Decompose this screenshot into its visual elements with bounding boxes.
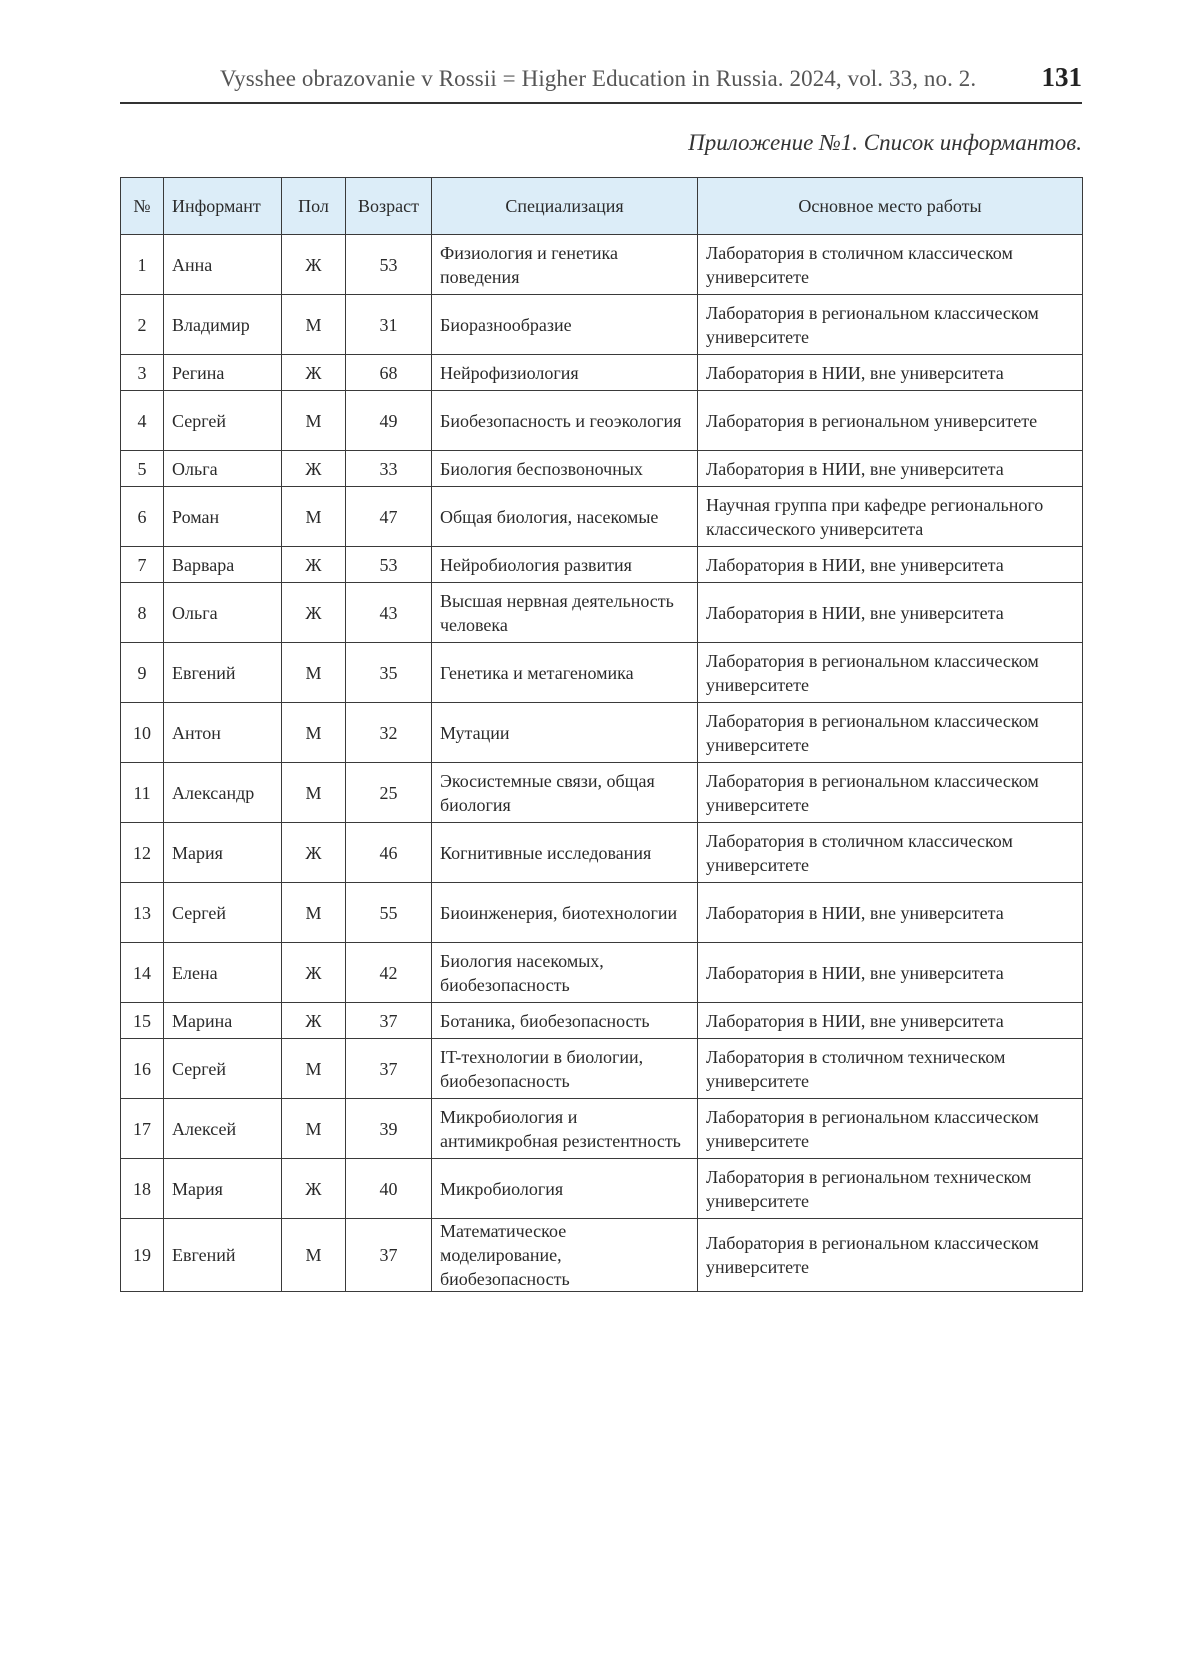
- table-row: [121, 763, 1083, 823]
- column-header-sex: Пол: [282, 178, 346, 235]
- table-row: [121, 487, 1083, 547]
- informant-age: 31: [346, 295, 432, 355]
- informant-workplace: Лаборатория в столичном классическом университете: [698, 823, 1083, 883]
- row-number: 2: [121, 295, 164, 355]
- informant-sex: Ж: [282, 451, 346, 487]
- column-header-workplace: Основное место работы: [698, 178, 1083, 235]
- table-row: [121, 883, 1083, 943]
- row-number: 13: [121, 883, 164, 943]
- informant-sex: М: [282, 763, 346, 823]
- informant-workplace: Лаборатория в региональном классическом университете: [698, 643, 1083, 703]
- row-number: 5: [121, 451, 164, 487]
- informant-age: 43: [346, 583, 432, 643]
- informant-name: Мария: [164, 823, 282, 883]
- row-number: 15: [121, 1003, 164, 1039]
- informant-age: 32: [346, 703, 432, 763]
- informant-specialization: Генетика и метагеномика: [432, 643, 698, 703]
- informant-name: Алексей: [164, 1099, 282, 1159]
- row-number: 6: [121, 487, 164, 547]
- informant-sex: Ж: [282, 1159, 346, 1219]
- informant-workplace: Лаборатория в НИИ, вне университета: [698, 583, 1083, 643]
- table-header-row: [121, 178, 1083, 235]
- table-row: [121, 547, 1083, 583]
- informant-specialization: Биоразнообразие: [432, 295, 698, 355]
- informant-specialization: Биоинженерия, биотехнологии: [432, 883, 698, 943]
- row-number: 14: [121, 943, 164, 1003]
- row-number: 3: [121, 355, 164, 391]
- informant-age: 47: [346, 487, 432, 547]
- informant-age: 33: [346, 451, 432, 487]
- informant-age: 37: [346, 1039, 432, 1099]
- page-header: [120, 58, 1082, 104]
- running-title: Vysshee obrazovanie v Rossii = Higher Education in Russia. 2024, vol. 33, no. 2.: [220, 66, 977, 91]
- informant-name: Варвара: [164, 547, 282, 583]
- informant-age: 37: [346, 1003, 432, 1039]
- informant-workplace: Лаборатория в региональном классическом университете: [698, 1219, 1083, 1292]
- table-row: [121, 643, 1083, 703]
- informant-specialization: Биобезопасность и геоэкология: [432, 391, 698, 451]
- informant-name: Роман: [164, 487, 282, 547]
- informant-age: 40: [346, 1159, 432, 1219]
- table-row: [121, 451, 1083, 487]
- informant-sex: Ж: [282, 583, 346, 643]
- informant-name: Евгений: [164, 643, 282, 703]
- informant-specialization: Экосистемные связи, общая биология: [432, 763, 698, 823]
- informant-age: 55: [346, 883, 432, 943]
- table-row: [121, 1219, 1083, 1292]
- table-row: [121, 355, 1083, 391]
- informant-specialization: Биология беспозвоночных: [432, 451, 698, 487]
- row-number: 11: [121, 763, 164, 823]
- informant-workplace: Лаборатория в региональном классическом университете: [698, 703, 1083, 763]
- row-number: 9: [121, 643, 164, 703]
- table-row: [121, 943, 1083, 1003]
- informant-workplace: Лаборатория в НИИ, вне университета: [698, 547, 1083, 583]
- informant-sex: М: [282, 295, 346, 355]
- table-row: [121, 1159, 1083, 1219]
- column-header-specialization: Специализация: [432, 178, 698, 235]
- informant-specialization: Высшая нервная деятельность человека: [432, 583, 698, 643]
- informant-sex: Ж: [282, 235, 346, 295]
- informant-sex: М: [282, 487, 346, 547]
- table-row: [121, 1099, 1083, 1159]
- informant-specialization: Общая биология, насекомые: [432, 487, 698, 547]
- informant-sex: М: [282, 1099, 346, 1159]
- informant-workplace: Лаборатория в региональном классическом университете: [698, 295, 1083, 355]
- informant-sex: М: [282, 391, 346, 451]
- row-number: 12: [121, 823, 164, 883]
- informant-workplace: Лаборатория в региональном классическом университете: [698, 763, 1083, 823]
- informant-specialization: Математическое моделирование, биобезопасность: [432, 1219, 698, 1292]
- informant-name: Сергей: [164, 1039, 282, 1099]
- row-number: 18: [121, 1159, 164, 1219]
- row-number: 16: [121, 1039, 164, 1099]
- informant-workplace: Лаборатория в региональном классическом университете: [698, 1099, 1083, 1159]
- informant-sex: М: [282, 1219, 346, 1292]
- informant-specialization: Физиология и генетика поведения: [432, 235, 698, 295]
- informant-age: 49: [346, 391, 432, 451]
- column-header-informant: Информант: [164, 178, 282, 235]
- informant-sex: М: [282, 883, 346, 943]
- informant-specialization: Нейробиология развития: [432, 547, 698, 583]
- informant-workplace: Научная группа при кафедре регионального классического университета: [698, 487, 1083, 547]
- informant-sex: М: [282, 643, 346, 703]
- informant-workplace: Лаборатория в НИИ, вне университета: [698, 1003, 1083, 1039]
- informants-table: [120, 177, 1083, 1292]
- informant-age: 25: [346, 763, 432, 823]
- informant-specialization: IT-технологии в биологии, биобезопасность: [432, 1039, 698, 1099]
- row-number: 10: [121, 703, 164, 763]
- informant-name: Анна: [164, 235, 282, 295]
- table-row: [121, 703, 1083, 763]
- informant-sex: М: [282, 703, 346, 763]
- informant-specialization: Мутации: [432, 703, 698, 763]
- informant-age: 39: [346, 1099, 432, 1159]
- informant-age: 42: [346, 943, 432, 1003]
- informant-workplace: Лаборатория в столичном техническом университете: [698, 1039, 1083, 1099]
- table-caption: Приложение №1. Список информантов.: [688, 130, 1082, 155]
- informant-name: Владимир: [164, 295, 282, 355]
- informant-sex: Ж: [282, 547, 346, 583]
- informant-name: Сергей: [164, 391, 282, 451]
- informant-name: Антон: [164, 703, 282, 763]
- table-row: [121, 823, 1083, 883]
- table-row: [121, 235, 1083, 295]
- informant-name: Ольга: [164, 451, 282, 487]
- table-row: [121, 583, 1083, 643]
- informant-specialization: Когнитивные исследования: [432, 823, 698, 883]
- informant-age: 68: [346, 355, 432, 391]
- informant-workplace: Лаборатория в НИИ, вне университета: [698, 355, 1083, 391]
- informant-workplace: Лаборатория в НИИ, вне университета: [698, 451, 1083, 487]
- page-number: 131: [1041, 62, 1082, 92]
- informant-name: Ольга: [164, 583, 282, 643]
- row-number: 8: [121, 583, 164, 643]
- informant-specialization: Биология насекомых, биобезопасность: [432, 943, 698, 1003]
- informant-workplace: Лаборатория в НИИ, вне университета: [698, 883, 1083, 943]
- column-header-age: Возраст: [346, 178, 432, 235]
- informant-sex: Ж: [282, 823, 346, 883]
- informant-age: 35: [346, 643, 432, 703]
- row-number: 17: [121, 1099, 164, 1159]
- informant-name: Сергей: [164, 883, 282, 943]
- table-row: [121, 1003, 1083, 1039]
- row-number: 4: [121, 391, 164, 451]
- informant-workplace: Лаборатория в столичном классическом университете: [698, 235, 1083, 295]
- informant-sex: М: [282, 1039, 346, 1099]
- informant-name: Регина: [164, 355, 282, 391]
- row-number: 7: [121, 547, 164, 583]
- informant-sex: Ж: [282, 1003, 346, 1039]
- informant-specialization: Микробиология: [432, 1159, 698, 1219]
- informant-sex: Ж: [282, 355, 346, 391]
- table-row: [121, 1039, 1083, 1099]
- table-row: [121, 391, 1083, 451]
- informant-name: Марина: [164, 1003, 282, 1039]
- column-header-number: №: [121, 178, 164, 235]
- informant-workplace: Лаборатория в региональном техническом университете: [698, 1159, 1083, 1219]
- informant-workplace: Лаборатория в региональном университете: [698, 391, 1083, 451]
- informant-name: Мария: [164, 1159, 282, 1219]
- informant-specialization: Ботаника, биобезопасность: [432, 1003, 698, 1039]
- row-number: 1: [121, 235, 164, 295]
- informant-workplace: Лаборатория в НИИ, вне университета: [698, 943, 1083, 1003]
- table-row: [121, 295, 1083, 355]
- informant-specialization: Микробиология и антимикробная резистентность: [432, 1099, 698, 1159]
- informant-age: 37: [346, 1219, 432, 1292]
- informant-age: 53: [346, 235, 432, 295]
- informant-age: 53: [346, 547, 432, 583]
- informant-name: Александр: [164, 763, 282, 823]
- informant-age: 46: [346, 823, 432, 883]
- informant-sex: Ж: [282, 943, 346, 1003]
- informant-name: Евгений: [164, 1219, 282, 1292]
- informant-specialization: Нейрофизиология: [432, 355, 698, 391]
- informant-name: Елена: [164, 943, 282, 1003]
- row-number: 19: [121, 1219, 164, 1292]
